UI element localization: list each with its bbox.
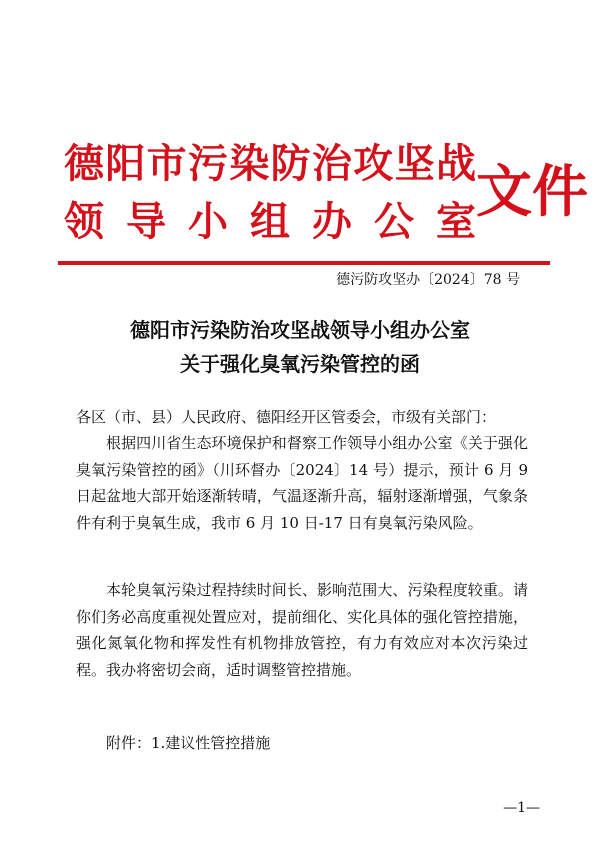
header-char: 领 (64, 198, 104, 245)
issuing-authority-line-1 (64, 136, 476, 192)
document-title-line-2: 关于强化臭氧污染管控的函 (180, 352, 420, 376)
header-char: 组 (250, 198, 290, 245)
red-divider-line (58, 261, 550, 265)
header-char: 阳 (105, 140, 146, 187)
header-char: 战 (435, 140, 476, 187)
document-number: 德污防攻坚办〔2024〕78 号 (336, 272, 520, 288)
header-char: 公 (374, 198, 414, 245)
attachment-list: 附件：1.建议性管控措施 (106, 734, 271, 752)
issuing-authority-header (64, 136, 476, 250)
body-paragraph-2: 本轮臭氧污染过程持续时间长、影响范围大、污染程度较重。请你们务必高度重视处置应对，提前细化、实化具体的强化管控措施，强化氮氧化物和挥发性有机物排放管控，有力有效应对本次污染过程。我办将密切会商，适时调整管控措施。 (76, 581, 528, 679)
header-char: 染 (229, 140, 270, 187)
header-char: 市 (146, 140, 187, 187)
issuing-authority-line-2 (64, 194, 476, 250)
header-char: 防 (270, 140, 311, 187)
header-char: 小 (188, 198, 228, 245)
header-char: 治 (311, 140, 352, 187)
document-title-line-1: 德阳市污染防治攻坚战领导小组办公室 (130, 318, 470, 342)
header-char: 办 (312, 198, 352, 245)
header-char: 坚 (394, 140, 435, 187)
body-paragraph-1: 根据四川省生态环境保护和督察工作领导小组办公室《关于强化臭氧污染管控的函》（川环督办〔2024〕14 号）提示，预计 6 月 9 日起盆地大部开始逐渐转晴，气温逐渐升高，辐射逐渐增强，气象条件有利于臭氧生成，我市 6 月 10 日-17 日有臭氧污染风险。 (76, 434, 528, 532)
header-char: 德 (64, 140, 104, 187)
salutation: 各区（市、县）人民政府、德阳经开区管委会，市级有关部门： (76, 408, 497, 426)
document-type-suffix: 文件 (476, 159, 588, 225)
page-number: —1— (503, 800, 540, 816)
header-char: 室 (436, 198, 476, 245)
header-char: 导 (126, 198, 166, 245)
header-char: 污 (187, 140, 228, 187)
header-char: 攻 (353, 140, 394, 187)
